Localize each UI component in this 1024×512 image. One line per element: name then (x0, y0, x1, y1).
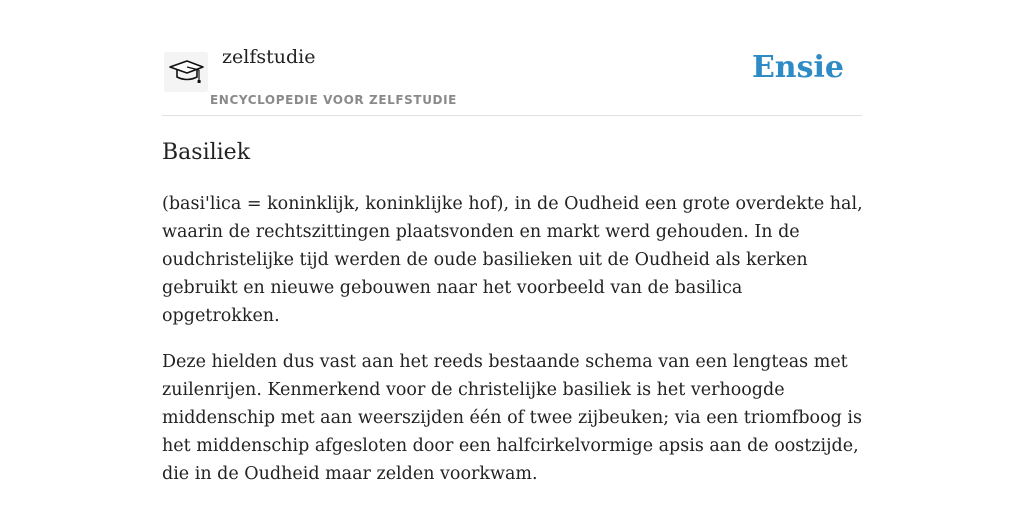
article-title: Basiliek (162, 140, 251, 165)
graduation-cap-icon (168, 58, 204, 86)
article-paragraph: (basi'lica = koninklijk, koninklijke hof), in de Oudheid een grote overdekte hal, waarin de rechtszittingen plaatsvonden en markt werd gehouden. In de oudchristelijke tijd werden de oude basilieken uit de Oudheid als kerken gebruikt en nieuwe gebouwen naar het voorbeeld van de basilica opgetrokken. (162, 194, 863, 326)
book-logo[interactable] (164, 52, 208, 92)
article (162, 138, 864, 506)
book-subtitle: ENCYCLOPEDIE VOOR ZELFSTUDIE (210, 93, 457, 107)
book-title[interactable]: zelfstudie (222, 46, 316, 68)
site-header (162, 40, 862, 116)
ensie-logo-link[interactable]: Ensie (751, 50, 844, 85)
article-paragraph: Deze hielden dus vast aan het reeds bestaande schema van een lengteas met zuilenrijen. Kenmerkend voor de christelijke basiliek is het verhoogde middenschip met aan weerszijden één of twee zijbeuken; via een triomfboog is het middenschip afgesloten door een halfcirkelvormige apsis aan de oostzijde, die in de Oudheid maar zelden voorkwam. (162, 352, 862, 484)
